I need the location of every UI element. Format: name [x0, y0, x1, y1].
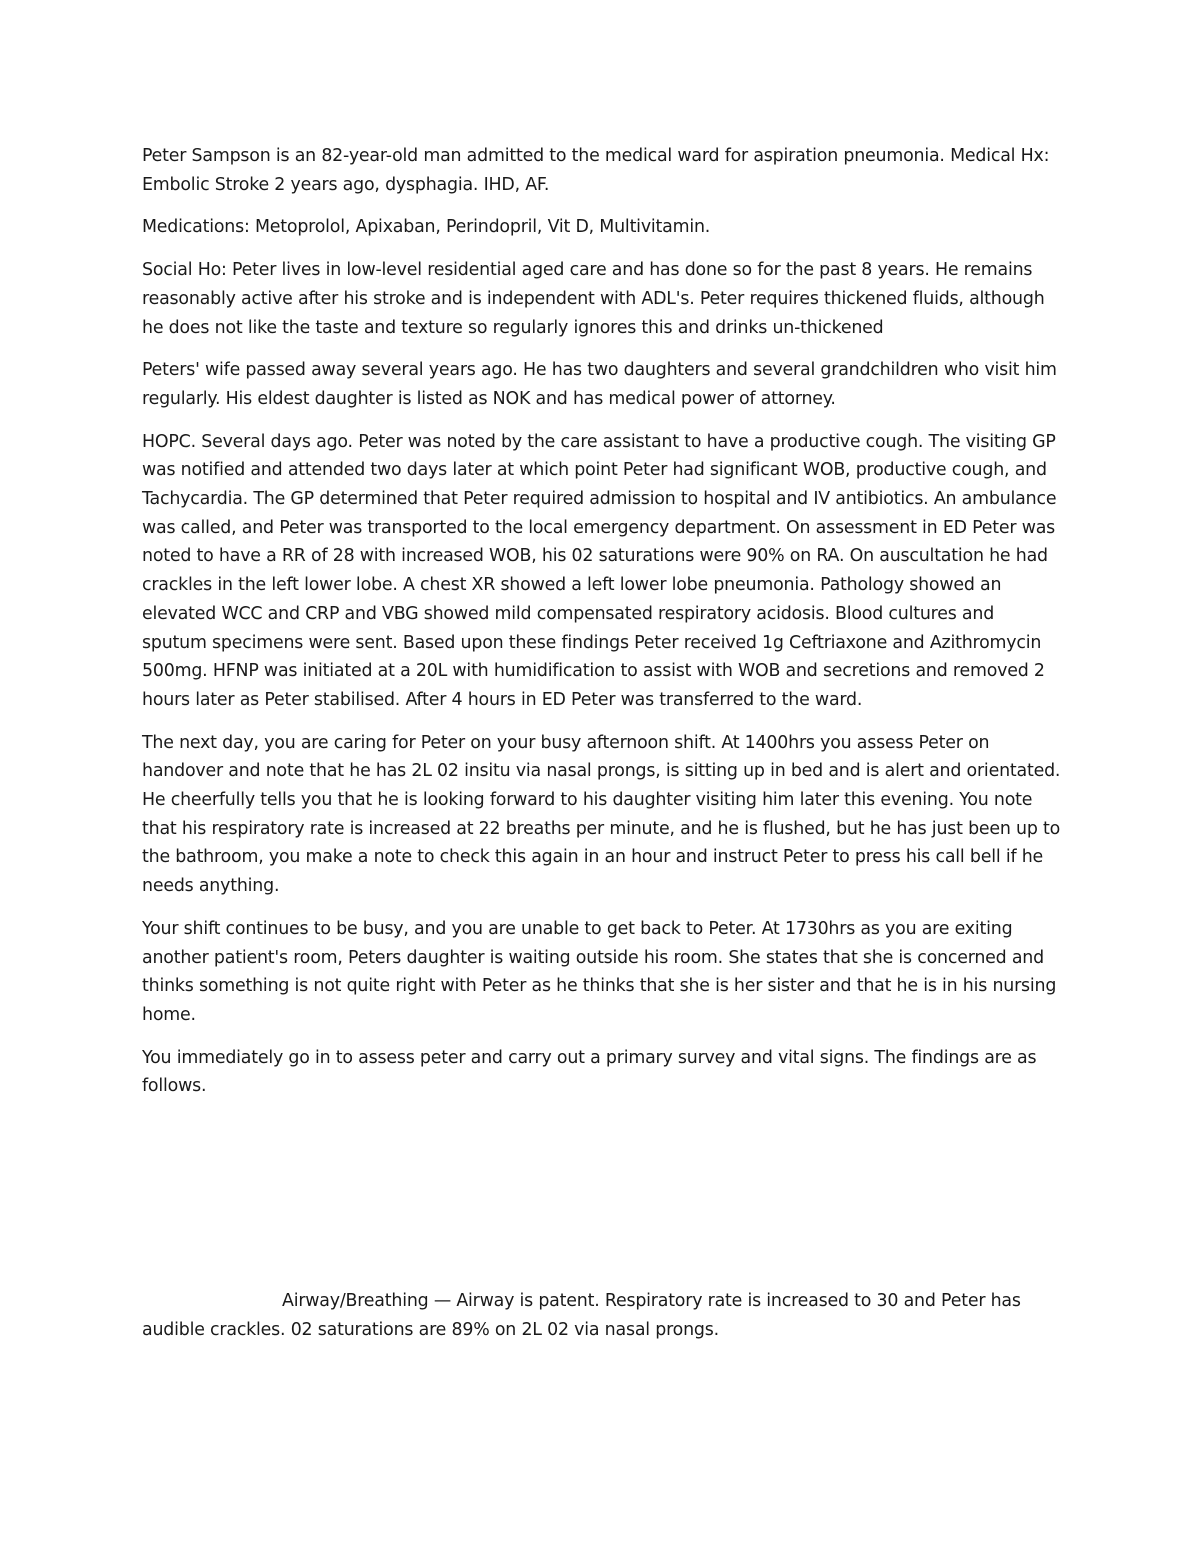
blank-space — [142, 1115, 1062, 1287]
paragraph-shift-continues: Your shift continues to be busy, and you are unable to get back to Peter. At 1730hrs as you are exiting another patient's room, Peters daughter is waiting outside his room. She states that she is concerned and thinks something is not quite right with Peter as he thinks that she is her sister and that he is in his nursing home. — [142, 918, 1057, 1025]
paragraph-airway-breathing: Airway/Breathing — Airway is patent. Respiratory rate is increased to 30 and Peter has audible crackles. 02 saturations are 89% on 2L 02 via nasal prongs. — [142, 1291, 1021, 1340]
paragraph-assessment-intro: You immediately go in to assess peter and carry out a primary survey and vital signs. The findings are as follows. — [142, 1047, 1037, 1097]
document-page — [142, 142, 1062, 1359]
paragraph-social-history: Social Ho: Peter lives in low-level residential aged care and has done so for the past 8 years. He remains reasonably active after his stroke and is independent with ADL's. Peter requires thickened fluids, although he does not like the taste and texture so regularly ignores this and drinks un-thickened — [142, 260, 1045, 338]
paragraph-medications: Medications: Metoprolol, Apixaban, Perindopril, Vit D, Multivitamin. — [142, 217, 711, 238]
paragraph-next-day: The next day, you are caring for Peter on your busy afternoon shift. At 1400hrs you assess Peter on handover and note that he has 2L 02 insitu via nasal prongs, is sitting up in bed and is alert and orientated. He cheerfully tells you that he is looking forward to his daughter visiting him later this evening. You note that his respiratory rate is increased at 22 breaths per minute, and he is flushed, but he has just been up to the bathroom, you make a note to check this again in an hour and instruct Peter to press his call bell if he needs anything. — [142, 732, 1061, 897]
paragraph-patient-intro: Peter Sampson is an 82-year-old man admitted to the medical ward for aspiration pneumonia. Medical Hx: Embolic Stroke 2 years ago, dysphagia. IHD, AF. — [142, 146, 1050, 195]
paragraph-family: Peters' wife passed away several years ago. He has two daughters and several grandchildren who visit him regularly. His eldest daughter is listed as NOK and has medical power of attorney. — [142, 360, 1057, 409]
paragraph-hopc: HOPC. Several days ago. Peter was noted by the care assistant to have a productive cough. The visiting GP was notified and attended two days later at which point Peter had significant WOB, productive cough, and Tachycardia. The GP determined that Peter required admission to hospital and IV antibiotics. An ambulance was called, and Peter was transported to the local emergency department. On assessment in ED Peter was noted to have a RR of 28 with increased WOB, his 02 saturations were 90% on RA. On auscultation he had crackles in the left lower lobe. A chest XR showed a left lower lobe pneumonia. Pathology showed an elevated WCC and CRP and VBG showed mild compensated respiratory acidosis. Blood cultures and sputum specimens were sent. Based upon these findings Peter received 1g Ceftriaxone and Azithromycin 500mg. HFNP was initiated at a 20L with humidification to assist with WOB and secretions and removed 2 hours later as Peter stabilised. After 4 hours in ED Peter was transferred to the ward. — [142, 431, 1057, 710]
